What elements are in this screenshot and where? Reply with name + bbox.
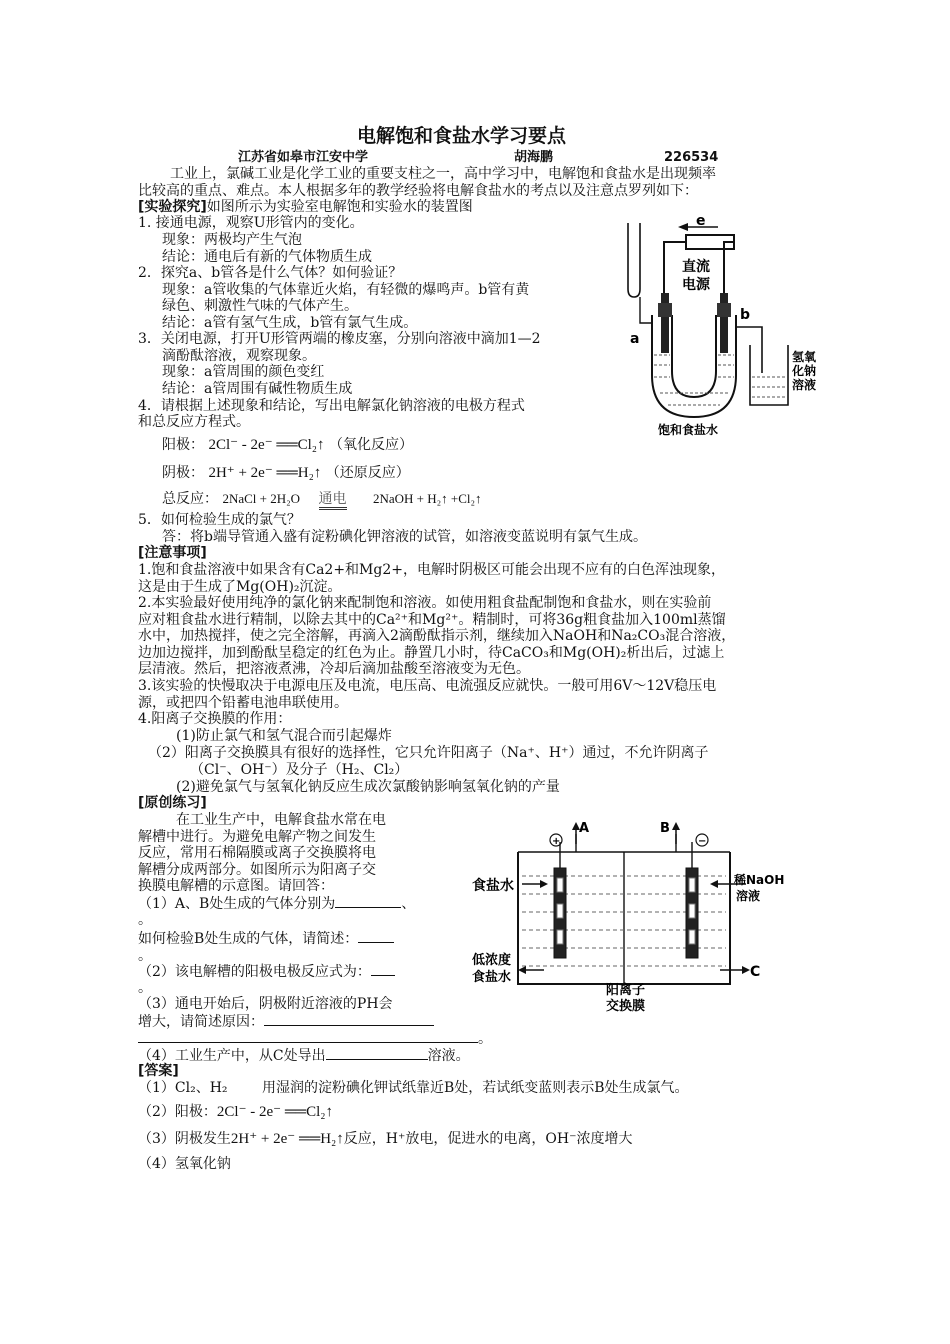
note-line: (1)防止氯气和氢气混合而引起爆炸	[176, 728, 392, 744]
cathode-label: 阴极：	[162, 465, 204, 481]
note-line: 层清液。然后，把溶液煮沸，冷却后滴加盐酸至溶液变为无色。	[138, 661, 530, 677]
practice-question: （3）通电开始后，阴极附近溶液的PH会	[138, 996, 393, 1012]
question-text: 如何检验B处生成的气体，请简述：	[138, 931, 359, 947]
practice-text: 解槽中进行。为避免电解产物之间发生	[138, 829, 376, 845]
answer-text: （2）阳极：	[138, 1104, 217, 1120]
answer-line	[138, 1080, 689, 1096]
school-name: 江苏省如皋市江安中学	[238, 150, 369, 165]
outlet-a-label: A	[579, 821, 590, 836]
minus-sign: −	[698, 836, 707, 847]
note-line: 3.该实验的快慢取决于电源电压及电流，电压高、电流强反应就快。一般可用6V～12V稳压电	[138, 678, 717, 694]
anode-equation: 2Cl⁻ - 2e⁻ ══Cl₂↑	[208, 437, 325, 453]
practice-question	[138, 930, 394, 947]
section-heading: [原创练习]	[138, 795, 207, 811]
observation: 现象：两极均产生气泡	[162, 232, 302, 248]
plus-sign: +	[552, 836, 561, 847]
note-line: （2）阳离子交换膜具有很好的选择性，它只允许阳离子（Na⁺、H⁺）通过，不允许阴离子	[148, 745, 709, 761]
practice-question	[138, 1030, 492, 1047]
practice-text: 在工业生产中，电解食盐水常在电	[176, 812, 386, 828]
question-text: 溶液。	[427, 1048, 470, 1064]
electron-label: e	[696, 213, 706, 229]
answer-equation: 2Cl⁻ - 2e⁻ ══Cl₂↑	[216, 1104, 333, 1120]
intro-line: 比较高的重点、难点。本人根据多年的教学经验将电解食盐水的考点以及注意点罗列如下：	[138, 183, 698, 199]
question-text: （2）该电解槽的阳极电极反应式为：	[138, 964, 371, 980]
note-line: 边加边搅拌，加到酚酞呈稳定的红色为止。静置几小时，待CaCO₃和Mg(OH)₂析出后，过滤上	[138, 645, 725, 661]
answer-blank[interactable]	[371, 963, 395, 976]
right-electrode	[720, 293, 728, 353]
section-heading: [答案]	[138, 1063, 179, 1079]
question: 和总反应方程式。	[138, 414, 250, 430]
tube-b-label: b	[740, 307, 751, 323]
answer-blank[interactable]	[335, 895, 401, 908]
page-title: 电解饱和食盐水学习要点	[357, 125, 567, 147]
question-text: （4）工业生产中，从C处导出	[138, 1048, 326, 1064]
outlet-b-label: B	[660, 821, 670, 836]
anode-label: 阳极：	[162, 437, 204, 453]
answer-blank[interactable]	[138, 1030, 478, 1043]
note-line: 4.阳离子交换膜的作用：	[138, 711, 292, 727]
inlet-label: 溶液	[736, 889, 761, 903]
observation: 现象：a管周围的颜色变红	[162, 364, 325, 380]
period-mark: 。	[138, 912, 152, 928]
power-label: 电源	[682, 277, 710, 293]
practice-question	[138, 1047, 470, 1064]
note-line: 这是由于生成了Mg(OH)₂沉淀。	[138, 579, 342, 595]
inlet-label: 食盐水	[472, 878, 514, 894]
membrane-cell-figure	[466, 818, 785, 1018]
note-line: （Cl⁻、OH⁻）及分子（H₂、Cl₂）	[190, 762, 409, 778]
period-mark: 。	[478, 1031, 492, 1047]
u-tube-inner	[672, 315, 716, 397]
note-line: (2)避免氯气与氢氧化钠反应生成次氯酸钠影响氢氧化钠的产量	[176, 779, 560, 795]
answer-text: 用湿润的淀粉碘化钾试纸靠近B处，若试纸变蓝则表示B处生成氯气。	[261, 1080, 689, 1096]
note-line: 2.本实验最好使用纯净的氯化钠来配制饱和溶液。如使用粗食盐配制饱和食盐水，则在实验前	[138, 595, 712, 611]
cathode-note: （还原反应）	[325, 465, 410, 481]
answer-blank[interactable]	[326, 1047, 428, 1060]
total-label: 总反应：	[162, 491, 218, 507]
practice-text: 解槽分成两部分。如图所示为阳离子交	[138, 862, 376, 878]
outlet-c-label: C	[750, 964, 761, 980]
practice-question	[138, 1013, 434, 1030]
note-line: 1.饱和食盐溶液中如果含有Ca2+和Mg2+，电解时阴极区可能会出现不应有的白色浑浊现象，	[138, 562, 725, 578]
period-mark: 。	[138, 948, 152, 964]
answer-blank[interactable]	[264, 1013, 434, 1026]
section-heading: [实验探究]	[138, 199, 207, 215]
question-text: 、	[401, 896, 416, 912]
answer-equation: 2H⁺ + 2e⁻ ══H₂↑	[230, 1131, 344, 1147]
question: 滴酚酞溶液，观察现象。	[162, 348, 316, 364]
practice-text: 反应，常用石棉隔膜或离子交换膜将电	[138, 845, 376, 861]
power-label: 直流	[682, 259, 710, 275]
figure-caption: 饱和食盐水	[658, 423, 719, 437]
answer-line: （4）氢氧化钠	[138, 1156, 231, 1172]
outlet-label: 低浓度	[472, 953, 512, 968]
author-name: 胡海鹏	[514, 150, 554, 165]
answer-line	[138, 1104, 333, 1120]
membrane-label: 阳离子	[606, 983, 646, 998]
answer-line	[138, 1131, 632, 1147]
tube-a-label: a	[630, 331, 640, 347]
answer-text: （3）阴极发生	[138, 1131, 231, 1147]
period-mark: 。	[138, 980, 152, 996]
total-condition: 通电	[319, 491, 347, 510]
total-left: 2NaCl + 2H₂O	[222, 491, 301, 506]
question: 3．关闭电源，打开U形管两端的橡皮塞，分别向溶液中滴加1—2	[138, 331, 541, 347]
naoh-label: 氢氧	[792, 350, 817, 364]
note-line: 水中，加热搅拌，使之完全溶解，再滴入2滴酚酞指示剂，继续加入NaOH和Na₂CO₃混合溶液，	[138, 628, 736, 644]
anode-equation-line	[162, 437, 413, 453]
practice-question	[138, 895, 415, 912]
cathode-equation-line	[162, 465, 410, 481]
intro-line: 工业上，氯碱工业是化学工业的重要支柱之一，高中学习中，电解饱和食盐水是出现频率	[170, 166, 716, 182]
section-heading: [注意事项]	[138, 545, 207, 561]
naoh-label: 溶液	[792, 378, 817, 392]
conclusion: 结论：通电后有新的气体物质生成	[162, 249, 372, 265]
note-line: 应对粗食盐水进行精制，以除去其中的Ca²⁺和Mg²⁺。精制时，可将36g粗食盐加入100ml蒸馏	[138, 612, 726, 628]
answer-blank[interactable]	[358, 930, 394, 943]
question: 5．如何检验生成的氯气？	[138, 512, 301, 528]
answer-text: 反应，H⁺放电，促进水的电离，OH⁻浓度增大	[343, 1131, 633, 1147]
outlet-label: 食盐水	[472, 970, 512, 985]
question-text: （1）A、B处生成的气体分别为	[138, 896, 336, 912]
total-right: 2NaOH + H₂↑ +Cl₂↑	[372, 491, 482, 506]
postcode: 226534	[664, 150, 719, 165]
naoh-label: 化钠	[792, 364, 817, 378]
practice-text: 换膜电解槽的示意图。请回答：	[138, 878, 334, 894]
answer: 答：将b端导管通入盛有淀粉碘化钾溶液的试管，如溶液变蓝说明有氯气生成。	[162, 529, 647, 545]
question-text: 增大，请简述原因：	[138, 1014, 264, 1030]
explore-heading-line	[138, 199, 473, 215]
inlet-label: 稀NaOH	[734, 873, 785, 887]
conclusion: 结论：a管周围有碱性物质生成	[162, 381, 353, 397]
conclusion: 结论：a管有氢气生成，b管有氯气生成。	[162, 315, 418, 331]
beaker	[750, 345, 788, 405]
observation: 现象：a管收集的气体靠近火焰，有轻微的爆鸣声。b管有黄	[162, 282, 530, 298]
answer-text: （1）Cl₂、H₂	[138, 1080, 228, 1096]
explore-intro: 如图所示为实验室电解饱和实验水的装置图	[206, 199, 473, 215]
question: 1. 接通电源，观察U形管内的变化。	[138, 215, 364, 231]
membrane-label: 交换膜	[606, 999, 646, 1014]
observation: 绿色、刺激性气味的气体产生。	[162, 298, 358, 314]
note-line: 源，或把四个铅蓄电池串联使用。	[138, 695, 348, 711]
question: 4．请根据上述现象和结论，写出电解氯化钠溶液的电极方程式	[138, 398, 525, 414]
practice-question	[138, 963, 395, 980]
left-electrode	[661, 293, 669, 353]
cathode-equation: 2H⁺ + 2e⁻ ══H₂↑	[208, 465, 322, 481]
question: 2．探究a、b管各是什么气体？如何验证？	[138, 265, 403, 281]
anode-note: （氧化反应）	[328, 437, 413, 453]
u-tube-apparatus-figure	[612, 205, 822, 440]
total-equation-line	[162, 491, 482, 510]
